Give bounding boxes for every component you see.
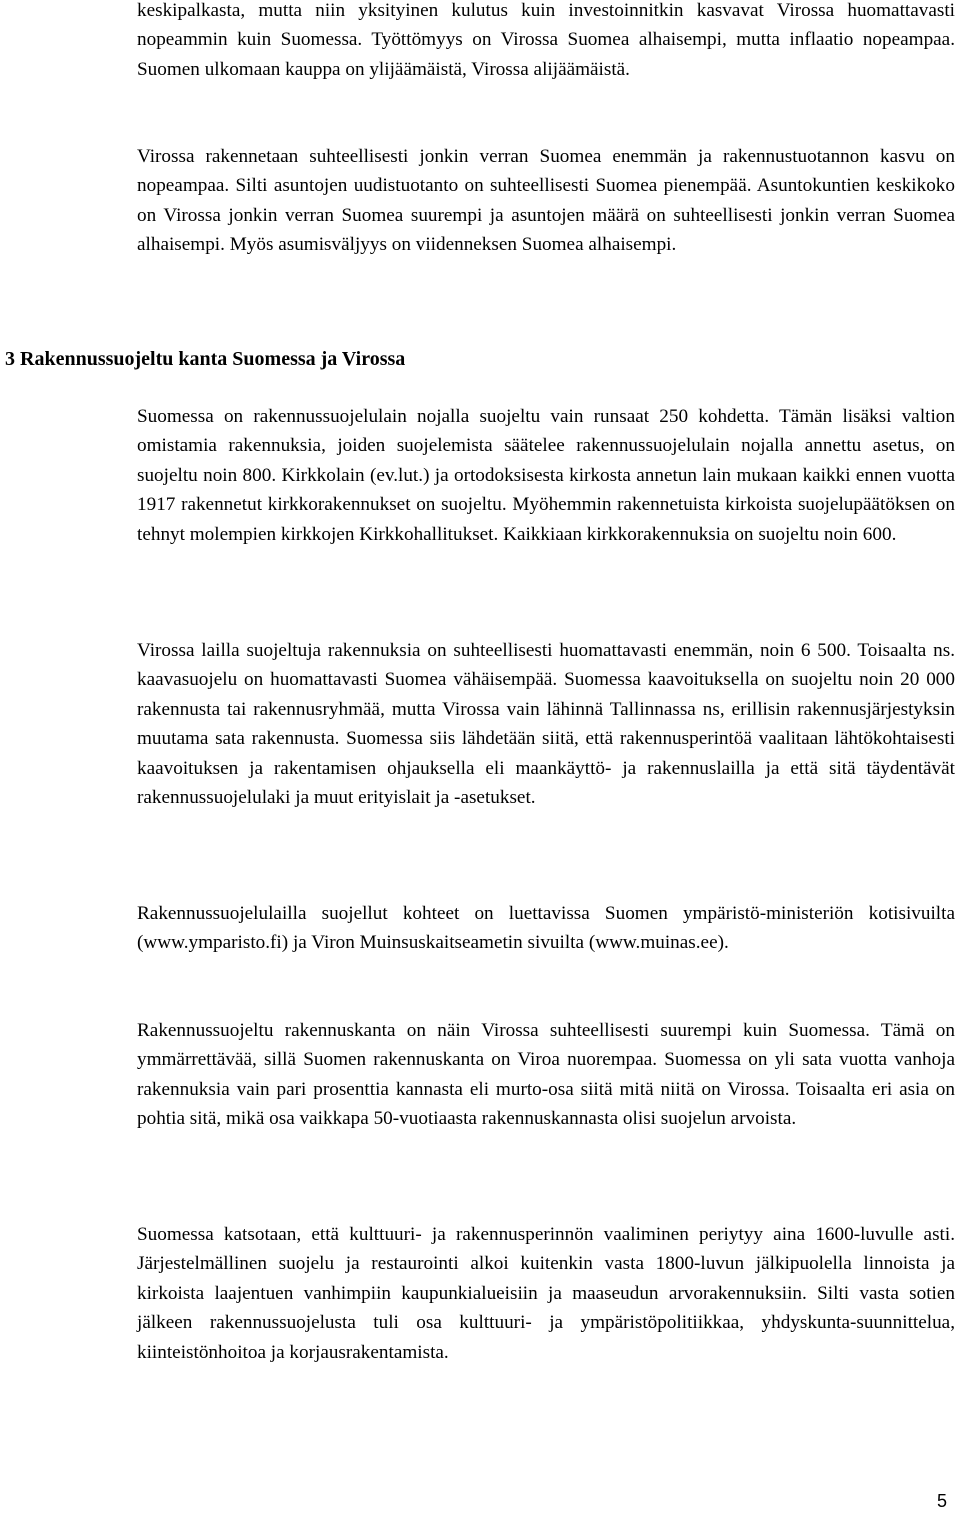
paragraph-construction: Virossa rakennetaan suhteellisesti jonkin verran Suomea enemmän ja rakennustuotannon kasvu on nopeampaa. Silti asuntojen uudistuotanto on suhteellisesti Suomea pienempää. Asuntokuntien keskikoko on Virossa jonkin verran Suomea suurempi ja asuntojen määrä on suhteellisesti jonkin verran Suomea alhaisempi. Myös asumisväljyys on viidenneksen Suomea alhaisempi. [137, 146, 955, 256]
paragraph-finland-protection: Suomessa on rakennussuojelulain nojalla suojeltu vain runsaat 250 kohdetta. Tämän lisäksi valtion omistamia rakennuksia, joiden suojelemista säätelee rakennussuojelulain nojalla annettu asetus, on suojeltu noin 800. Kirkkolain (ev.lut.) ja ortodoksisesta kirkosta annetun lain mukaan kaikki ennen vuotta 1917 rakennetut kirkkorakennukset on suojeltu. Myöhemmin rakennetuista kirkoista suojelupäätöksen on tehnyt molempien kirkkojen Kirkkohallitukset. Kaikkiaan kirkkorakennuksia on suojeltu noin 600. [137, 406, 955, 545]
paragraph-economy: keskipalkasta, mutta niin yksityinen kulutus kuin investoinnitkin kasvavat Virossa huomattavasti nopeammin kuin Suomessa. Työttömyys on Virossa Suomea alhaisempi, mutta inflaatio nopeampaa. Suomen ulkomaan kauppa on ylijäämäistä, Virossa alijäämäistä. [137, 0, 955, 80]
page-number: 5 [936, 1491, 947, 1511]
paragraph-history: Suomessa katsotaan, että kulttuuri- ja rakennusperinnön vaaliminen periytyy aina 1600-luvulle asti. Järjestelmällinen suojelu ja restaurointi alkoi kuitenkin vasta 1800-luvun jälkipuolella linnoista ja kirkoista laajentuen vanhimpiin kaupunkialueisiin ja maaseudun arvorakennuksiin. Silti vasta sotien jälkeen rakennussuojelusta tuli osa kulttuuri- ja ympäristöpolitiikkaa, yhdyskunta-suunnittelua, kiinteistönhoitoa ja korjausrakentamista. [137, 1224, 955, 1363]
paragraph-estonia-protection: Virossa lailla suojeltuja rakennuksia on suhteellisesti huomattavasti enemmän, noin 6 500. Toisaalta ns. kaavasuojelu on huomattavasti Suomea vähäisempää. Suomessa kaavoituksella on suojeltu noin 20 000 rakennusta tai rakennusryhmää, mutta Virossa vain lähinnä Tallinnassa ns, erillisin rakennusjärjestyksin muutama sata rakennusta. Suomessa siis lähdetään siitä, että rakennusperintöä vaalitaan lähtökohtaisesti kaavoituksen ja rakentamisen ohjauksella eli maankäyttö- ja rakennuslailla ja että sitä täydentävät rakennussuojelulaki ja muut erityislait ja -asetukset. [137, 640, 955, 809]
paragraph-building-stock: Rakennussuojeltu rakennuskanta on näin Virossa suhteellisesti suurempi kuin Suomessa. Tämä on ymmärrettävää, sillä Suomen rakennuskanta on Viroa nuorempaa. Suomessa on yli sata vuotta vanhoja rakennuksia vain pari prosenttia kannasta eli murto-osa siitä mitä niitä on Virossa. Toisaalta eri asia on pohtia sitä, mikä osa vaikkapa 50-vuotiaasta rakennuskannasta olisi suojelun arvoista. [137, 1020, 955, 1130]
paragraph-registry-sources: Rakennussuojelulailla suojellut kohteet on luettavissa Suomen ympäristö-ministeriön kotisivuilta (www.ymparisto.fi) ja Viron Muinsuskaitseametin sivuilta (www.muinas.ee). [137, 903, 955, 954]
section-heading: 3 Rakennussuojeltu kanta Suomessa ja Virossa [5, 348, 406, 370]
